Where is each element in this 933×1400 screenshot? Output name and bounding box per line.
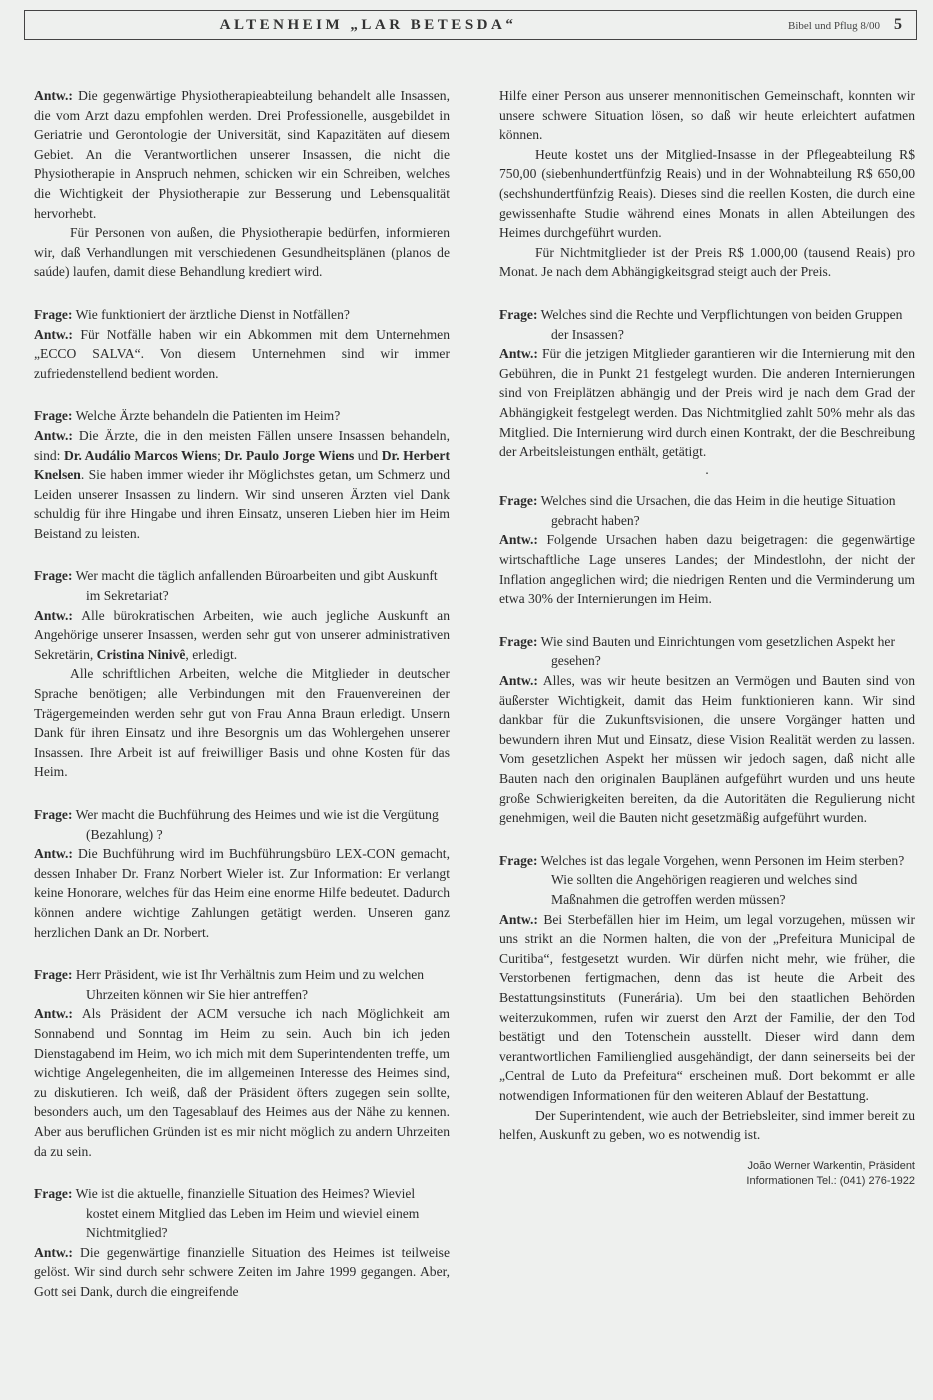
answer-label: Antw.: <box>34 88 73 103</box>
answer-text: Bei Sterbefällen hier im Heim, um legal vorzugehen, müssen wir uns strikt an die Normen halten, die von der „Prefeitura Municipal de Curitiba“, festgesetzt wurden. Wir dürfen nicht mehr, wie früher, die Verstorbenen fertigmachen, denn das ist heute die Arbeit des Bestattungsinstituts (Funerária). Um bei den staatlichen Behörden weiterzukommen, rufen wir zuerst den Arzt der Familie, der den Tod bestätigt und den Totenschein ausstellt. Dieser wird dann dem verantwortlichen Familienglied ausgehändigt, der dann seinerseits bei der „Central de Luto da Prefeitura“ erscheinen muß. Dort bekommt er alle notwendigen Informationen für den weiteren Ablauf der Bestattung. <box>499 911 916 1103</box>
answer <box>34 86 450 223</box>
paragraph: Alle schriftlichen Arbeiten, welche die Mitglieder in deutscher Sprache benötigen; alle Verbindungen mit den Frauenvereinen der Trägergemeinden werden sehr gut von Frau Anna Braun erledigt. Unsern Dank für ihren Einsatz und ihre Besorgnis um das Wohlergehen unserer Insassen. Ihre Arbeit ist auf freiwilliger Basis und ohne Kosten für das Heim. <box>34 666 450 780</box>
answer <box>499 910 915 1106</box>
question-label: Frage: <box>34 408 73 424</box>
answer <box>499 344 915 462</box>
answer-label: Antw.: <box>34 427 73 443</box>
question <box>499 632 915 671</box>
qa-block-causes <box>499 491 915 609</box>
left-column <box>34 86 450 1325</box>
conjunction: und <box>357 447 379 463</box>
answer-label: Antw.: <box>34 607 73 623</box>
question-text: Welches sind die Rechte und Verpflichtungen von beiden Gruppen der Insassen? <box>540 306 903 342</box>
right-column <box>499 86 915 1189</box>
question-label: Frage: <box>34 306 73 322</box>
qa-block-rights <box>499 305 915 483</box>
answer-text: , erledigt. <box>185 646 238 662</box>
answer-label: Antw.: <box>34 846 73 862</box>
qa-block-doctors <box>34 406 450 543</box>
question <box>34 1184 450 1243</box>
question <box>34 805 450 844</box>
answer-text: Die gegenwärtige Physiotherapieabteilung behandelt alle Insassen, die vom Arzt dazu empfohlen werden. Drei Professionelle, ausgebildet in Geriatrie und Gerontologie der Universität, sind Kapazitäten auf diesem Gebiet. An die Verantwortlichen unserer Insassen, die nicht die Physiotherapie in Anspruch nehmen, schicken wir ein Schreiben, welches die Wichtigkeit der Physiotherapie zur Besserung und Lebensqualität hervorhebt. <box>34 88 450 221</box>
question-text: Herr Präsident, wie ist Ihr Verhältnis zum Heim und zu welchen Uhrzeiten können wir Sie hier antreffen? <box>75 967 425 1002</box>
secretary-name: Cristina Ninivê <box>96 646 186 662</box>
qa-block-finances-cont <box>499 86 915 282</box>
answer-text: Die gegenwärtige finanzielle Situation des Heimes ist teilweise gelöst. Wir sind durch sehr schwere Zeiten im Jahre 1999 gegangen. Aber, Gott sei Dank, durch die eingreifende <box>34 1244 450 1300</box>
answer-label: Antw.: <box>34 1006 73 1022</box>
question <box>499 491 915 530</box>
question-label: Frage: <box>34 568 73 584</box>
header-right <box>788 16 902 34</box>
qa-block-buildings <box>499 632 915 828</box>
answer <box>34 426 450 544</box>
answer <box>34 1243 450 1302</box>
question-label: Frage: <box>499 493 538 509</box>
paragraph: Der Superintendent, wie auch der Betriebsleiter, sind immer bereit zu helfen, Auskunft zu geben, wo es notwendig ist. <box>499 1107 915 1143</box>
question-text: Wer macht die Buchführung des Heimes und wie ist die Vergütung (Bezahlung) ? <box>75 807 439 842</box>
qa-block-physiotherapy <box>34 86 450 282</box>
question-label: Frage: <box>499 852 538 868</box>
answer-text: Alles, was wir heute besitzen an Vermögen und Bauten sind von äußerster Wichtigkeit, damit das Heim funktionieren kann. Wir sind dankbar für die Zukunftsvisionen, die unsere Vorgänger hatten und bewundern ihren Mut und Einsatz, diese Vision Realität werden zu lassen. Vom gesetzlichen Aspekt her müssen wir jedoch sagen, daß nicht alle Bauten nach den originalen Bauplänen aufgeführt wurden und uns heute große Schwierigkeiten bereiten, da die Autoritäten die Regulierung nicht genehmigen, weil die Bauten nicht gesetzmäßig aufgeführt wurden. <box>499 673 915 826</box>
question <box>34 305 450 325</box>
separator-dot: · <box>704 465 710 481</box>
answer-label: Antw.: <box>34 326 73 342</box>
answer <box>34 1004 450 1161</box>
answer-label: Antw.: <box>499 911 538 927</box>
page-header <box>24 10 917 40</box>
doctor-name: Dr. Audálio Marcos Wiens <box>63 447 218 463</box>
doctor-name: Dr. Herbert Knelsen <box>34 447 450 483</box>
answer <box>34 606 450 665</box>
question-text: Wer macht die täglich anfallenden Büroarbeiten und gibt Auskunft im Sekretariat? <box>75 568 438 604</box>
question-text: Wie funktioniert der ärztliche Dienst in Notfällen? <box>75 306 350 322</box>
paragraph: Für Nichtmitglieder ist der Preis R$ 1.000,00 (tausend Reais) pro Monat. Je nach dem Abhängigkeitsgrad steigt auch der Preis. <box>499 244 915 280</box>
question-label: Frage: <box>34 807 73 822</box>
answer-label: Antw.: <box>499 532 538 548</box>
question <box>34 965 450 1004</box>
answer <box>499 530 915 608</box>
answer-label: Antw.: <box>499 346 538 362</box>
signature-contact: Informationen Tel.: (041) 276-1922 <box>746 1174 915 1187</box>
question-text: Wie ist die aktuelle, finanzielle Situation des Heimes? Wieviel kostet einem Mitglied das Leben im Heim und wieviel einem Nichtmitglied? <box>75 1186 420 1241</box>
question-label: Frage: <box>499 306 538 322</box>
question-label: Frage: <box>34 1186 73 1202</box>
question <box>499 305 915 344</box>
header-title: ALTENHEIM „LAR BETESDA“ <box>219 16 517 33</box>
question-text: Welche Ärzte behandeln die Patienten im Heim? <box>75 408 341 424</box>
qa-block-death <box>499 851 915 1145</box>
qa-block-finances <box>34 1184 450 1302</box>
signature-name: João Werner Warkentin, Präsident <box>747 1159 915 1172</box>
paragraph: Für Personen von außen, die Physiotherapie bedürfen, informieren wir, daß Verhandlungen mit verschiedenen Gesundheitsplänen (planos de saúde) laufen, damit diese Behandlung krediert wird. <box>34 225 450 280</box>
answer-label: Antw.: <box>34 1244 73 1260</box>
answer-text: Die Ärzte, die in den meisten Fällen unsere Insassen behandeln, sind: <box>34 427 450 463</box>
question-label: Frage: <box>499 633 538 649</box>
qa-block-office <box>34 566 450 782</box>
answer-text: . Sie haben immer wieder ihr Möglichstes getan, um Schmerz und Leiden unserer Insassen zu lindern. Wir sind unseren Ärzten viel Dank schuldig für ihre Hingabe und ihren Einsatz, unseren Lieben hier im Heim Beistand zu leisten. <box>34 467 450 541</box>
answer-text: Für die jetzigen Mitglieder garantieren wir die Internierung mit den Gebühren, die in Punkt 21 festgelegt wurden. Die anderen Internierungen sind von Freiplätzen abhängig und der Preis wird je nach dem Grad der Abhängigkeit festgelegt werden. Das Nichtmitglied zahlt 50% mehr als das Mitglied. Die Internierung wird durch einen Kontrakt, der die Beschreibung der Arbeitsleistungen enthält, getätigt. <box>499 346 915 460</box>
answer <box>499 671 915 828</box>
question-text: Wie sind Bauten und Einrichtungen vom gesetzlichen Aspekt her gesehen? <box>540 633 895 669</box>
answer <box>34 325 450 384</box>
doctor-name: Dr. Paulo Jorge Wiens <box>224 447 355 463</box>
answer <box>34 844 450 942</box>
answer-text: Alle bürokratischen Arbeiten, wie auch jegliche Auskunft an Angehörige unserer Insassen, werden sehr gut von unserer administrativen Sekretärin, <box>34 607 450 662</box>
page-number: 5 <box>894 16 902 33</box>
question-text: Welches ist das legale Vorgehen, wenn Personen im Heim sterben? Wie sollten die Angehörigen reagieren und welches sind Maßnahmen die getroffen werden müssen? <box>540 852 905 907</box>
signature <box>499 1159 915 1189</box>
separator: ; <box>217 447 221 463</box>
answer-text: Die Buchführung wird im Buchführungsbüro LEX-CON gemacht, dessen Inhaber Dr. Franz Norbert Wieler ist. Zur Information: Er verlangt keine Honorare, welches für das Heim eine enorme Hilfe bedeutet. Dadurch können andere wichtige Zahlungen getätigt werden. Unseren ganz herzlichen Dank an Dr. Norbert. <box>34 846 450 940</box>
answer-text: Folgende Ursachen haben dazu beigetragen: die gegenwärtige wirtschaftliche Lage unseres Landes; der Mindestlohn, der nicht der Inflation angeglichen wird; die niedrigen Renten und die Verminderung um etwa 30% der Internierungen im Heim. <box>499 532 915 607</box>
answer-text: Als Präsident der ACM versuche ich nach Möglichkeit am Sonnabend und Sonntag im Heim zu sein. Auch bin ich jeden Dienstagabend im Heim, wo ich mich mit dem Superintendenten treffe, um wichtige Angelegenheiten, die im allgemeinen Interesse des Heimes sind, zu diskutieren. Ich weiß, daß der Präsident öfters zugegen sein sollte, besonders auch, um den Tagesablauf des Heimes aus der Nähe zu kennen. Aber aus beruflichen Gründen ist es mir nicht möglich zu andern Uhrzeiten da zu sein. <box>34 1006 450 1159</box>
header-issue: Bibel und Pflug 8/00 <box>788 20 880 32</box>
answer-text: Für Notfälle haben wir ein Abkommen mit dem Unternehmen „ECCO SALVA“. Von diesem Unternehmen sind wir immer zufriedenstellend bedient worden. <box>34 326 450 381</box>
answer-label: Antw.: <box>499 673 538 689</box>
question <box>499 851 915 910</box>
paragraph: Heute kostet uns der Mitglied-Insasse in der Pflegeabteilung R$ 750,00 (siebenhundertfünfzig Reais) und in der Wohnabteilung R$ 650,00 (sechshundertfünfzig Reais). Dieses sind die reellen Kosten, die durch eine gewissenhafte Studie während eines Monats in allen Abteilungen des Heimes durchgeführt wurden. <box>499 146 915 241</box>
qa-block-accounting <box>34 805 450 942</box>
qa-block-emergency <box>34 305 450 383</box>
question-text: Welches sind die Ursachen, die das Heim in die heutige Situation gebracht haben? <box>540 493 896 528</box>
question-label: Frage: <box>34 967 73 983</box>
paragraph: Hilfe einer Person aus unserer mennonitischen Gemeinschaft, konnten wir unsere schwere Situation lösen, so daß wir heute erleichtert aufatmen können. <box>499 88 915 143</box>
question <box>34 406 450 426</box>
qa-block-president <box>34 965 450 1161</box>
question <box>34 566 450 605</box>
